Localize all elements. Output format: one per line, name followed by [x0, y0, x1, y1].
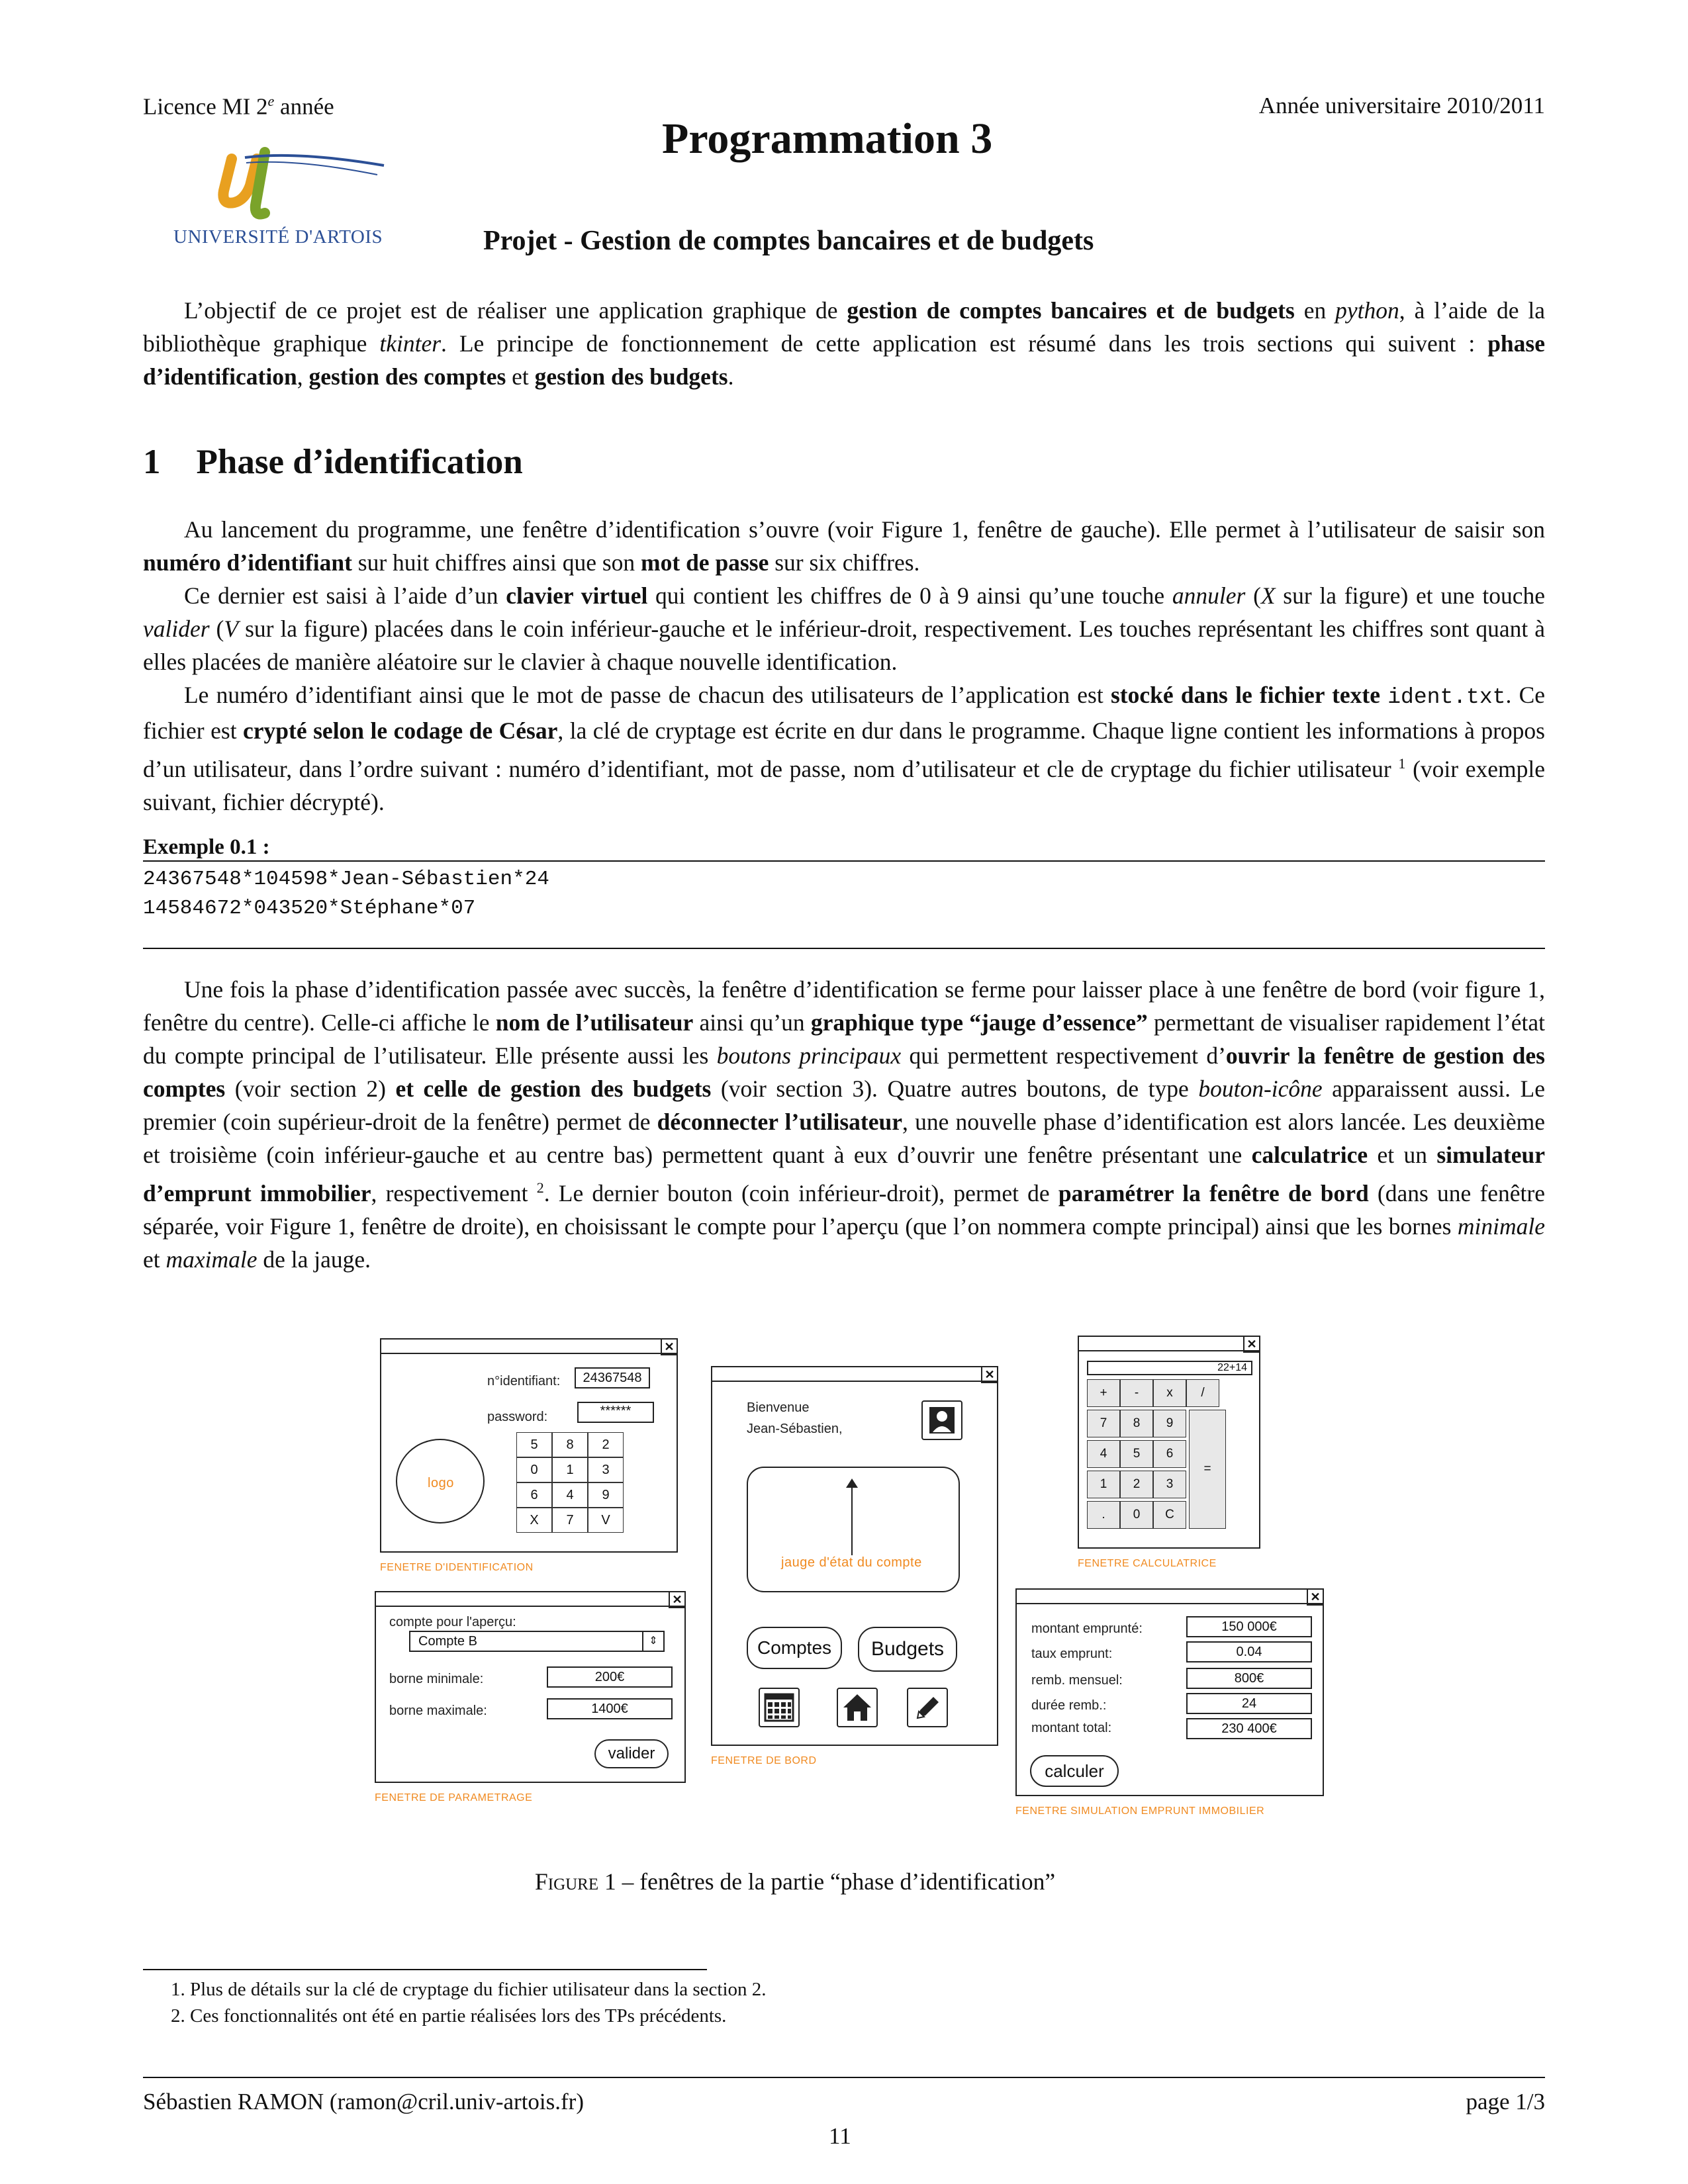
user-name: Jean-Sébastien,	[747, 1422, 843, 1436]
header-left: Licence MI 2e année	[143, 93, 334, 120]
paragraph-2: Ce dernier est saisi à l’aide d’un clavier virtuel qui contient les chiffres de 0 à 9 ainsi qu’une touche annuler (X sur la figure) et une touche valider (V sur la figure) placées dans le coin inférieur-gauche et le inférieur-droit, respectivement. Les touches représentant les chiffres sont quant à elles placées de manière aléatoire sur le clavier à chaque nouvelle identification.	[143, 582, 1545, 675]
param-window-caption: FENETRE DE PARAMETRAGE	[375, 1792, 533, 1803]
paragraph-4: Une fois la phase d’identification passée avec succès, la fenêtre d’identification se ferme pour laisser place à une fenêtre de bord (voir figure 1, fenêtre du centre). Celle-ci affiche le nom de l’utilisateur ainsi qu’un graphique type “jauge d’essence” permettant de visualiser rapidement l’état du compte principal de l’utilisateur. Elle présente aussi les boutons principaux qui permettent respectivement d’ouvrir la fenêtre de gestion des comptes (voir section 2) et celle de gestion des budgets (voir section 3). Quatre autres boutons, de type bouton-icône apparaissent aussi. Le premier (coin supérieur-droit de la fenêtre) permet de déconnecter l’utilisateur, une nouvelle phase d’identification est alors lancée. Les deuxième et troisième (coin inférieur-gauche et au centre bas) permettent quant à eux d’ouvrir une fenêtre présentant une calculatrice et un simulateur d’emprunt immobilier, respectivement $^2$. Le dernier bouton (coin inférieur-droit), permet de paramétrer la fenêtre de bord (dans une fenêtre séparée, voir Figure 1, fenêtre de droite), en choisissant le compte pour l’aperçu (que l’on nommera compte principal) ainsi que les bornes minimale et maximale de la jauge.	[143, 976, 1546, 1273]
logo-mark-icon	[165, 139, 391, 225]
close-icon[interactable]: ✕	[669, 1591, 686, 1608]
calc-key[interactable]: 0	[1120, 1501, 1153, 1529]
keypad-validate-key[interactable]: V	[588, 1508, 624, 1533]
calc-clear-key[interactable]: C	[1153, 1501, 1186, 1529]
password-label: password:	[487, 1410, 548, 1424]
paragraph-1: Au lancement du programme, une fenêtre d’identification s’ouvre (voir Figure 1, fenêtre de gauche). Elle permet à l’utilisateur de saisir son numéro d’identifiant sur huit chiffres ainsi que son mot de passe sur six chiffres.	[143, 516, 1545, 576]
example-label: Exemple 0.1 :	[143, 835, 270, 859]
mortgage-simulator-button[interactable]	[837, 1688, 878, 1727]
virtual-keypad	[516, 1432, 624, 1533]
example-line-2: 14584672*043520*Stéphane*07	[143, 897, 476, 920]
password-field[interactable]: ******	[577, 1402, 654, 1423]
logo-text: UNIVERSITÉ D'ARTOIS	[173, 226, 383, 248]
window-titlebar	[1079, 1337, 1259, 1351]
id-field[interactable]: 24367548	[575, 1367, 650, 1388]
window-titlebar	[381, 1340, 677, 1354]
footnote-2: 2. Ces fonctionnalités ont été en partie réalisées lors des TPs précédents.	[171, 2005, 727, 2026]
preview-account-label: compte pour l'aperçu:	[389, 1615, 516, 1629]
calc-key[interactable]: .	[1087, 1501, 1120, 1529]
max-bound-field[interactable]: 1400€	[547, 1698, 673, 1719]
settings-button[interactable]	[907, 1688, 948, 1727]
budgets-button[interactable]: Budgets	[858, 1627, 957, 1672]
close-icon[interactable]: ✕	[1307, 1588, 1324, 1606]
calc-op-key[interactable]: -	[1120, 1379, 1153, 1407]
keypad-key[interactable]: 5	[516, 1432, 552, 1457]
window-titlebar	[1017, 1590, 1323, 1604]
keypad-key[interactable]: 6	[516, 1482, 552, 1508]
gauge-needle	[851, 1485, 853, 1555]
footer-author: Sébastien RAMON (ramon@cril.univ-artois.fr)	[143, 2089, 584, 2115]
example-bottom-rule	[143, 948, 1545, 949]
keypad-key[interactable]: 0	[516, 1457, 552, 1482]
sim-label: montant emprunté:	[1031, 1621, 1143, 1636]
calc-key[interactable]: 4	[1087, 1440, 1120, 1468]
sim-field[interactable]: 230 400€	[1186, 1718, 1312, 1739]
welcome-text: Bienvenue	[747, 1400, 810, 1415]
logout-button[interactable]	[921, 1400, 962, 1440]
validate-button[interactable]: valider	[594, 1739, 669, 1768]
figure-param-window	[375, 1591, 686, 1783]
footnote-rule	[143, 1969, 707, 1970]
sim-label: remb. mensuel:	[1031, 1673, 1123, 1688]
figure-sim-window	[1015, 1588, 1324, 1796]
footnote-1: 1. Plus de détails sur la clé de cryptage du fichier utilisateur dans la section 2.	[171, 1979, 767, 2000]
figure-ident-window	[380, 1338, 678, 1553]
gauge-chart	[747, 1467, 960, 1592]
close-icon[interactable]: ✕	[1243, 1336, 1260, 1353]
calc-op-key[interactable]: +	[1087, 1379, 1120, 1407]
calc-op-key[interactable]: x	[1153, 1379, 1186, 1407]
keypad-key[interactable]: 1	[552, 1457, 588, 1482]
sim-window-caption: FENETRE SIMULATION EMPRUNT IMMOBILIER	[1015, 1805, 1265, 1817]
keypad-key[interactable]: 3	[588, 1457, 624, 1482]
sim-label: montant total:	[1031, 1721, 1112, 1735]
page-number: 11	[829, 2123, 851, 2149]
sim-field[interactable]: 800€	[1186, 1668, 1312, 1689]
keypad-key[interactable]: 9	[588, 1482, 624, 1508]
section-heading: 1 Phase d’identification	[143, 443, 523, 481]
home-icon	[838, 1689, 876, 1726]
sim-field[interactable]: 150 000€	[1186, 1616, 1312, 1637]
calc-key[interactable]: 8	[1120, 1410, 1153, 1437]
keypad-key[interactable]: 7	[552, 1508, 588, 1533]
calc-display: 22+14	[1087, 1361, 1252, 1375]
calculator-button[interactable]	[759, 1688, 800, 1727]
ident-window-caption: FENETRE D'IDENTIFICATION	[380, 1562, 534, 1573]
min-bound-label: borne minimale:	[389, 1672, 484, 1686]
calc-key[interactable]: 9	[1153, 1410, 1186, 1437]
close-icon[interactable]: ✕	[981, 1366, 998, 1383]
id-label: n°identifiant:	[487, 1374, 561, 1388]
sim-label: taux emprunt:	[1031, 1647, 1113, 1661]
header-right: Année universitaire 2010/2011	[1258, 93, 1545, 118]
calc-op-key[interactable]: /	[1186, 1379, 1219, 1407]
account-select[interactable]: Compte B ⇕	[409, 1631, 665, 1652]
calc-key[interactable]: 3	[1153, 1471, 1186, 1498]
page-title: Programmation 3	[662, 114, 993, 163]
select-spinner-icon: ⇕	[642, 1632, 663, 1651]
figure-bord-window	[711, 1366, 998, 1746]
example-line-1: 24367548*104598*Jean-Sébastien*24	[143, 868, 549, 891]
gauge-label: jauge d'état du compte	[781, 1555, 922, 1570]
figure-caption: Figure 1 – fenêtres de la partie “phase d’identification”	[535, 1868, 1056, 1895]
example-top-rule	[143, 860, 1545, 862]
calc-key[interactable]: 2	[1120, 1471, 1153, 1498]
university-logo	[165, 139, 391, 258]
figure-calc-window	[1078, 1336, 1260, 1549]
intro-paragraph: L’objectif de ce projet est de réaliser une application graphique de gestion de comptes bancaires et de budgets en python, à l’aide de la bibliothèque graphique tkinter. Le principe de fonctionnement de cette application est résumé dans les trois sections qui suivent : phase d’identification, gestion des comptes et gestion des budgets.	[143, 297, 1545, 390]
calc-key[interactable]: 5	[1120, 1440, 1153, 1468]
max-bound-label: borne maximale:	[389, 1704, 487, 1718]
keypad-key[interactable]: 4	[552, 1482, 588, 1508]
calc-key[interactable]: 7	[1087, 1410, 1120, 1437]
min-bound-field[interactable]: 200€	[547, 1666, 673, 1688]
window-titlebar	[712, 1367, 997, 1382]
keypad-key[interactable]: 2	[588, 1432, 624, 1457]
gauge-needle-arrow-icon	[846, 1479, 858, 1488]
sim-field[interactable]: 0.04	[1186, 1641, 1312, 1662]
calc-equals-key[interactable]: =	[1189, 1410, 1226, 1529]
page-subtitle: Projet - Gestion de comptes bancaires et de budgets	[483, 226, 1094, 256]
paragraph-3: Le numéro d’identifiant ainsi que le mot de passe de chacun des utilisateurs de l’application est stocké dans le fichier texte ident.txt. Ce fichier est crypté selon le codage de César, la clé de cryptage est écrite en dur dans le programme. Chaque ligne contient les informations à propos d’un utilisateur, dans l’ordre suivant : numéro d’identifiant, mot de passe, nom d’utilisateur et cle de cryptage du fichier utilisateur $^1$ (voir exemple suivant, fichier décrypté).	[143, 682, 1546, 815]
calculate-button[interactable]: calculer	[1030, 1755, 1119, 1787]
sim-field[interactable]: 24	[1186, 1693, 1312, 1714]
calculator-icon	[760, 1689, 798, 1726]
user-icon	[923, 1402, 961, 1439]
keypad-key[interactable]: 8	[552, 1432, 588, 1457]
keypad-cancel-key[interactable]: X	[516, 1508, 552, 1533]
calc-window-caption: FENETRE CALCULATRICE	[1078, 1558, 1217, 1569]
calc-key[interactable]: 6	[1153, 1440, 1186, 1468]
sim-label: durée remb.:	[1031, 1698, 1107, 1713]
bord-window-caption: FENETRE DE BORD	[711, 1755, 817, 1766]
accounts-button[interactable]: Comptes	[747, 1627, 842, 1669]
logo-placeholder: logo	[428, 1476, 454, 1490]
calc-key[interactable]: 1	[1087, 1471, 1120, 1498]
footer-rule	[143, 2077, 1545, 2078]
close-icon[interactable]: ✕	[661, 1338, 678, 1355]
window-titlebar	[376, 1592, 684, 1607]
footer-page-count: page 1/3	[1466, 2089, 1545, 2115]
pencil-icon	[908, 1689, 947, 1726]
